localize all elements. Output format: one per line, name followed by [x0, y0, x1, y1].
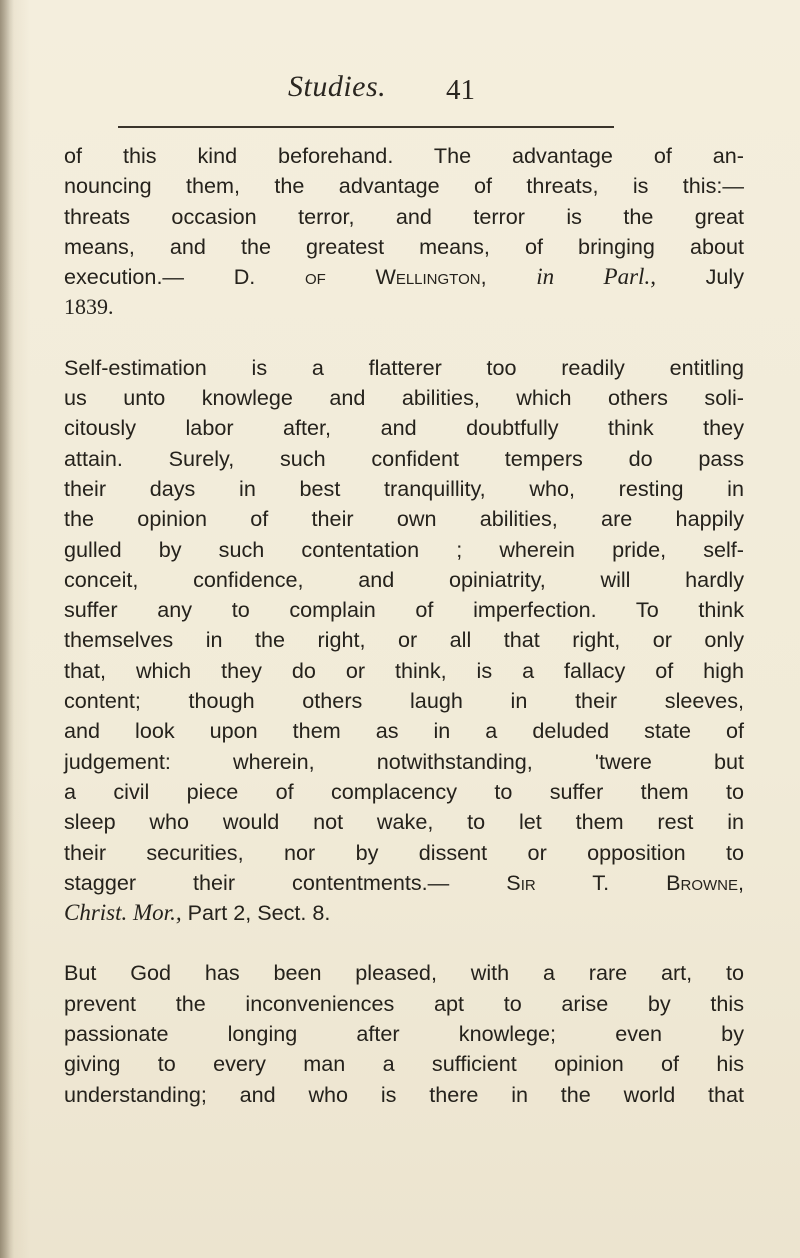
- attribution-source: Christ. Mor.,: [64, 900, 182, 926]
- page-gutter-shadow: [0, 0, 14, 1258]
- attribution-date: July: [705, 264, 745, 290]
- attribution-source-line: [64, 898, 744, 928]
- running-head: [0, 70, 800, 110]
- attribution-source: in Parl.,: [536, 264, 656, 290]
- text-line: sleep who would not wake, to let them rest in: [64, 809, 744, 835]
- text-line: themselves in the right, or all that right, or only: [64, 627, 744, 653]
- text-line: nouncing them, the advantage of threats, is this:—: [64, 173, 744, 199]
- text-line: that, which they do or think, is a fallacy of high: [64, 657, 744, 683]
- paragraph-gap: [64, 323, 744, 353]
- paragraph-wellington: [64, 141, 744, 323]
- text-line: means, and the greatest means, of bringing about: [64, 233, 744, 259]
- text-line: gulled by such contentation ; wherein pride, self-: [64, 536, 744, 562]
- attribution-year: 1839.: [64, 294, 114, 320]
- text-line: their securities, nor by dissent or opposition to: [64, 839, 744, 865]
- attribution-author: Sir T. Browne,: [506, 869, 745, 895]
- text-line: threats occasion terror, and terror is the great: [64, 203, 744, 229]
- text-line: Self-estimation is a flatterer too readily entitling: [64, 354, 744, 380]
- paragraph-knowledge: [64, 958, 744, 1109]
- text-line: passionate longing after knowlege; even by: [64, 1021, 744, 1047]
- text-line: prevent the inconveniences apt to arise by this: [64, 990, 744, 1016]
- text-line: their days in best tranquillity, who, resting in: [64, 475, 744, 501]
- text-line: a civil piece of complacency to suffer them to: [64, 778, 744, 804]
- attribution-prefix: stagger their contentments.—: [64, 869, 450, 895]
- header-rule: [118, 126, 614, 128]
- text-line: of this kind beforehand. The advantage of an-: [64, 143, 744, 168]
- attribution-author: D. of Wellington,: [233, 264, 487, 290]
- running-title: Studies.: [288, 70, 387, 103]
- text-line: and look upon them as in a deluded state of: [64, 718, 744, 744]
- attribution-line: [64, 262, 744, 292]
- text-line: judgement: wherein, notwithstanding, 'twere but: [64, 748, 744, 774]
- text-line: citously labor after, and doubtfully think they: [64, 415, 744, 441]
- text-line: content; though others laugh in their sleeves,: [64, 688, 744, 714]
- text-line: attain. Surely, such confident tempers do pass: [64, 445, 744, 471]
- text-line: us unto knowlege and abilities, which others soli-: [64, 385, 744, 411]
- text-line: conceit, confidence, and opiniatrity, will hardly: [64, 566, 744, 592]
- page-number: 41: [446, 74, 475, 106]
- text-line: suffer any to complain of imperfection. To think: [64, 597, 744, 623]
- body-text: [64, 141, 744, 1110]
- text-line: But God has been pleased, with a rare art, to: [64, 960, 744, 986]
- text-line: the opinion of their own abilities, are happily: [64, 506, 744, 532]
- attribution-rest: Part 2, Sect. 8.: [187, 900, 331, 926]
- text-line: giving to every man a sufficient opinion of his: [64, 1051, 744, 1077]
- paragraph-gap: [64, 928, 744, 958]
- text-line: understanding; and who is there in the world that: [64, 1081, 744, 1107]
- attribution-prefix: execution.—: [64, 264, 185, 290]
- attribution-line: [64, 868, 744, 898]
- paragraph-browne: [64, 353, 744, 929]
